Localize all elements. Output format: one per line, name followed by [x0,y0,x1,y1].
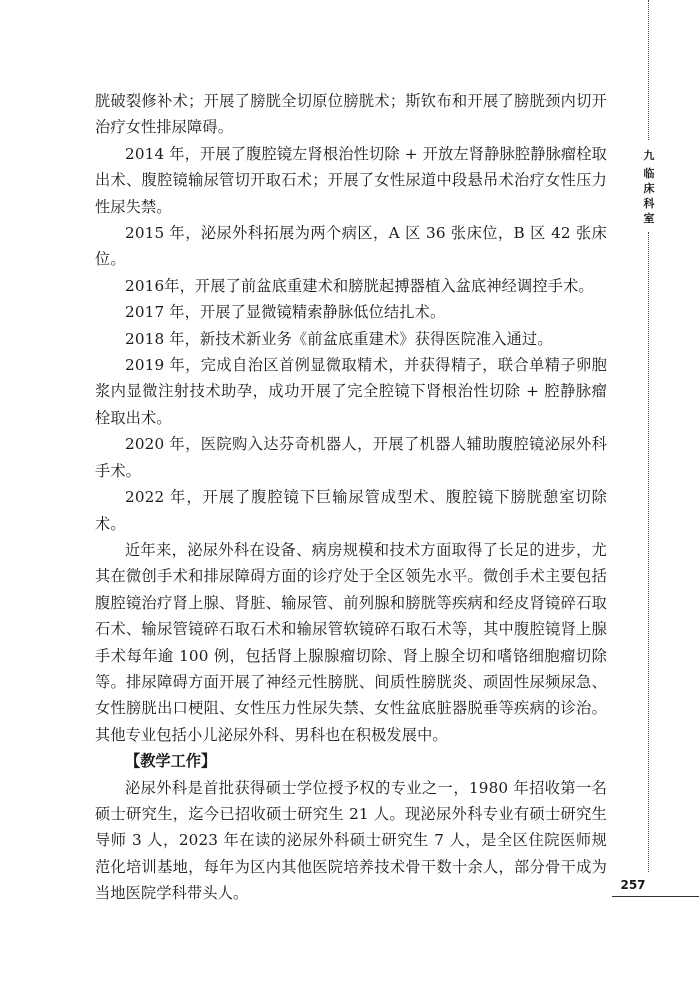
margin-dotted-rule-top [648,0,649,140]
paragraph-recent-years: 近年来，泌尿外科在设备、病房规模和技术方面取得了长足的进步，尤其在微创手术和排尿障碍方面的诊疗处于全区领先水平。微创手术主要包括腹腔镜治疗肾上腺、肾脏、输尿管、前列腺和膀胱等疾病和经皮肾镜碎石取石术、输尿管镜碎石取石术和输尿管软镜碎石取石术等，其中腹腔镜肾上腺手术每年逾 100 例，包括肾上腺腺瘤切除、肾上腺全切和嗜铬细胞瘤切除等。排尿障碍方面开展了神经元性膀胱、间质性膀胱炎、顽固性尿频尿急、女性膀胱出口梗阻、女性压力性尿失禁、女性盆底脏器脱垂等疾病的诊治。其他专业包括小儿泌尿外科、男科也在积极发展中。 [95,540,607,744]
page-body [95,88,607,907]
section-heading-teaching: 【教学工作】 [125,752,217,771]
chapter-title: 临床科室 [643,167,655,225]
page-number: 257 [620,878,646,892]
paragraph-2016: 2016年，开展了前盆底重建术和膀胱起搏器植入盆底神经调控手术。 [125,276,594,295]
paragraph-2020: 2020 年，医院购入达芬奇机器人，开展了机器人辅助腹腔镜泌尿外科手术。 [95,435,607,480]
page-number-rule [612,896,699,897]
paragraph-continued: 胱破裂修补术；开展了膀胱全切原位膀胱术；斯钦布和开展了膀胱颈内切开治疗女性排尿障碍。 [95,92,607,137]
paragraph-2018: 2018 年，新技术新业务《前盆底重建术》获得医院准入通过。 [125,329,553,348]
paragraph-teaching: 泌尿外科是首批获得硕士学位授予权的专业之一，1980 年招收第一名硕士研究生，迄今已招收硕士研究生 21 人。现泌尿外科专业有硕士研究生导师 3 人，2023 年在读的泌尿外科硕士研究生 7 人，是全区住院医师规范化培训基地，每年为区内其他医院培养技术骨干数十余人，部分骨干成为当地医院学科带头人。 [95,778,607,903]
chapter-number: 九 [643,149,655,162]
paragraph-2015: 2015 年，泌尿外科拓展为两个病区，A 区 36 张床位，B 区 42 张床位。 [95,224,607,269]
paragraph-2022: 2022 年，开展了腹腔镜下巨输尿管成型术、腹腔镜下膀胱憩室切除术。 [95,488,607,533]
paragraph-2014: 2014 年，开展了腹腔镜左肾根治性切除 + 开放左肾静脉腔静脉瘤栓取出术、腹腔镜输尿管切开取石术；开展了女性尿道中段悬吊术治疗女性压力性尿失禁。 [95,144,607,216]
paragraph-2019: 2019 年，完成自治区首例显微取精术，并获得精子，联合单精子卵胞浆内显微注射技术助孕，成功开展了完全腔镜下肾根治性切除 + 腔静脉瘤栓取出术。 [95,356,607,427]
margin-dotted-rule-bottom [648,232,649,872]
paragraph-2017: 2017 年，开展了显微镜精索静脉低位结扎术。 [125,303,446,322]
